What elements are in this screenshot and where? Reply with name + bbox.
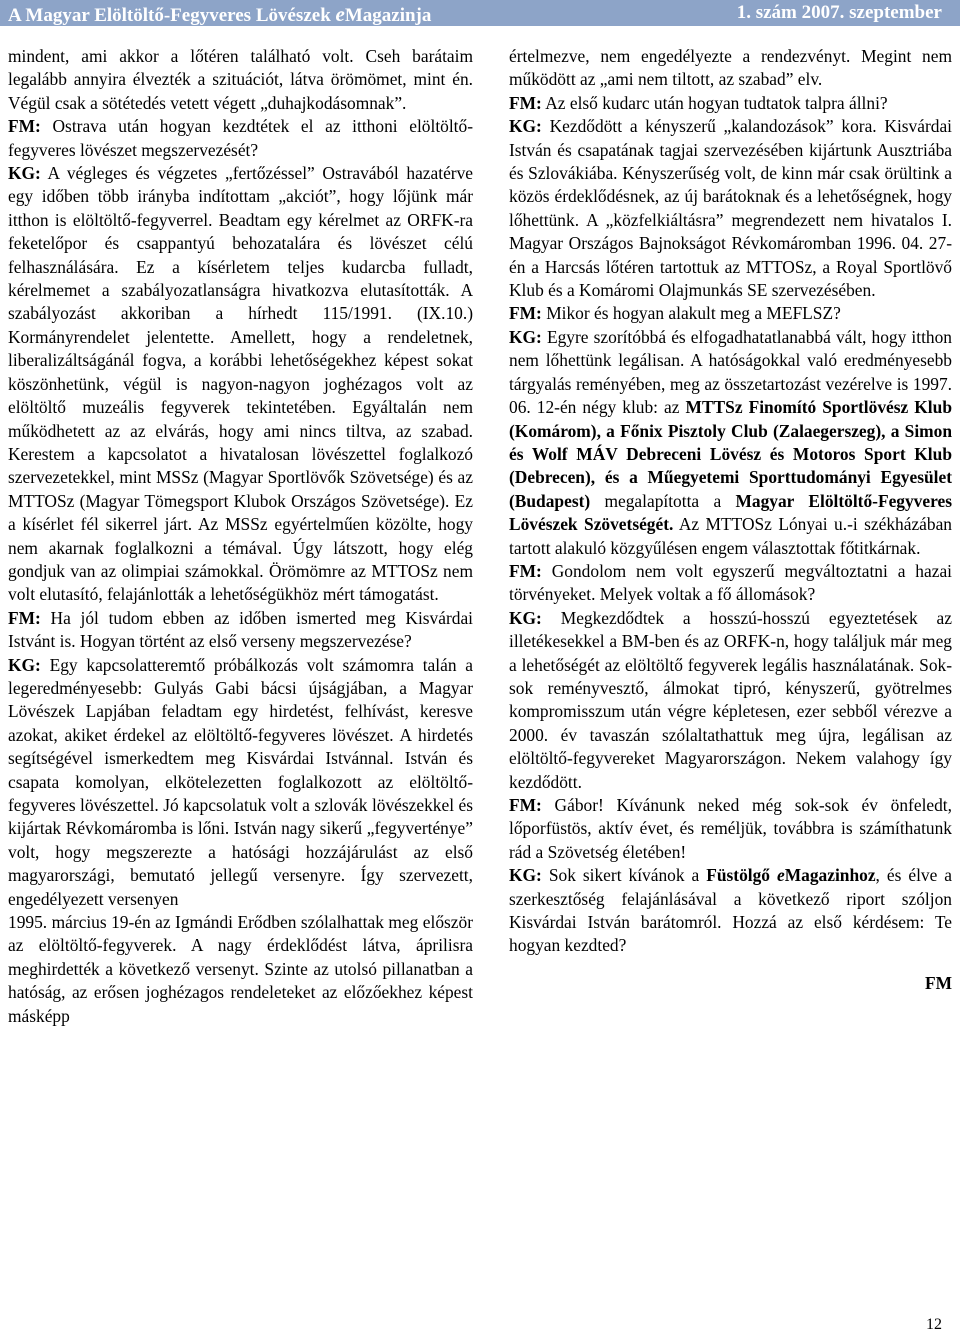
paragraph-text: A végleges és végzetes „fertőzéssel” Ostravából hazatérve egy időben több irányba indítottam „akciót”, hogy lőjünk már itthon is elöltöltő-fegyverrel. Beadtam egy kérelmet az ORFK-ra feketelőpor és csappantyú behozatalára és lövészet célú felhasználására. Ez a kísérletem teljes kudarcba fulladt, kérelmemet a szabályozatlanságra hivatkozva elutasították. A szabályozást akkoriban a hírhedt 115/1991. (IX.10.) Kormányrendelet jelentette. Amellett, hogy a rendeletnek, liberalizáltságánál fogva, a korábbi lehetőségekhez képest sokat köszönhetünk, végül is nagyon-nagyon joghézagos volt az elöltöltő muzeális fegyverek tekintetében. Egyáltalán nem működhetett az az elvárás, hogy ami nincs tiltva, az szabad. Kerestem a kapcsolatot a hivatalosan lövészettel foglalkozó szervezetekkel, mint MSSz (Magyar Sportlövők Szövetsége) és az MTTOSz (Magyar Tömegsport Klubok Országos Szövetsége). Ez a kísérlet fél sikerrel járt. Az MSSz egyértelműen közölte, hogy nem akarnak foglalkozni a témával. Úgy látszott, hogy elég gondjuk van az olimpiai számokkal. Örömömre az MTTOSz nem volt elutasító, felajánlották a lehetőségükhöz mért támogatást. <box>8 163 473 605</box>
paragraph <box>509 560 952 607</box>
paragraph <box>509 607 952 794</box>
paragraph <box>509 45 952 92</box>
left-column <box>8 45 473 1028</box>
paragraph-text: Ha jól tudom ebben az időben ismerted meg Kisvárdai Istvánt is. Hogyan történt az első verseny megszervezése? <box>8 607 473 652</box>
speaker-label: KG: <box>509 326 542 347</box>
paragraph-text: Egy kapcsolatteremtő próbálkozás volt számomra talán a legeredményesebb: Gulyás Gabi bácsi újságjában, a Magyar Lövészek Lapjában feladtam egy hirdetést, felhívást, keresve azokat, akiket érdekel az elöltöltő-fegyveres lövészet. A hirdetés segítségével ismerkedtem meg Kisvárdai Istvánnal. István és csapata komolyan, elkötelezetten foglalkozott az elöltöltő-fegyveres lövészettel. Jó kapcsolatuk volt a szlovák lövészekkel és kijártak Révkomáromba is lőni. István nagy sikerű „fegyverténye” volt, hogy megszerezte a hatósági hozzájárulást az első magyarországi, bemutató jellegű versenyre. Így szervezett, engedélyezett versenyen <box>8 654 473 909</box>
right-column <box>509 45 952 995</box>
title-text: A Magyar Elöltöltő-Fegyveres Lövészek <box>8 5 336 26</box>
speaker-label: KG: <box>509 865 542 886</box>
title-text-suffix: Magazinja <box>344 5 432 26</box>
speaker-label: KG: <box>8 654 41 675</box>
paragraph <box>8 654 473 911</box>
paragraph-text: Az MTTOSz Lónyai u.-i székházában tartott alakuló közgyűlésen engem választottak főtitkárnak. <box>509 514 953 558</box>
magazine-title <box>8 2 431 27</box>
founding-clubs: MTTSz Finomító Sportlövész Klub (Komárom), a Főnix Pisztoly Club (Zalaegerszeg), a Simon és Wolf MÁV Debreceni Lövész és Motoros Sport Klub (Debrecen), és a Műegyetemi Sporttudományi Egyesület (Budapest) <box>509 397 952 511</box>
paragraph <box>509 794 952 864</box>
paragraph <box>8 45 473 115</box>
paragraph-text: mindent, ami akkor a lőtéren található volt. Cseh barátaim legalább annyira élvezték a szituációt, látva örömömet, mint én. Végül csak a sötétedés vetett végett „duhajkodásomnak”. <box>8 46 473 113</box>
paragraph-text: Egyre szorítóbbá és elfogadhatatlanabbá vált, hogy itthon nem lőhettünk legálisan. A hatóságokkal való eredményesebb tárgyalás reményében, meg az összetartozást vezérelve is 1997. 06. 12-én négy klub: az <box>509 326 952 418</box>
paragraph <box>509 864 952 958</box>
paragraph-text: Az első kudarc után hogyan tudtatok talpra állni? <box>541 92 888 113</box>
paragraph-text: Ostrava után hogyan kezdtétek el az itthoni elöltöltő-fegyveres lövészet megszervezését? <box>8 116 473 160</box>
issue-label: 1. szám 2007. szeptember <box>736 2 942 23</box>
speaker-label: FM: <box>509 560 542 581</box>
speaker-label: FM: <box>8 116 41 137</box>
speaker-label: FM: <box>509 92 542 113</box>
paragraph <box>509 92 952 115</box>
speaker-label: KG: <box>509 116 542 137</box>
speaker-label: KG: <box>8 163 41 184</box>
magazine-name <box>706 865 875 885</box>
author-signature: FM <box>924 972 952 993</box>
paragraph-text: megalapította a <box>590 490 736 511</box>
paragraph <box>8 607 473 654</box>
speaker-label: KG: <box>509 607 542 628</box>
paragraph-text: Sok sikert kívánok a <box>541 865 707 886</box>
paragraph-text: Gondolom nem volt egyszerű megváltoztatni a hazai törvényeket. Melyek voltak a fő állomások? <box>509 560 952 605</box>
paragraph-text: 1995. március 19-én az Igmándi Erődben szólalhattak meg először az elöltöltő-fegyverek. A nagy érdeklődést látva, áprilisra meghirdették a következő versenyt. Szinte az utolsó pillanatban a hatóság, az erősen joghézagos rendeleteket az előzőekhez képest másképp <box>8 912 473 1026</box>
association-name: Magyar Elöltöltő-Fegyveres Lövészek Szövetségét. <box>509 490 952 535</box>
speaker-label: FM: <box>8 607 41 628</box>
paragraph <box>509 115 952 302</box>
paragraph <box>509 326 952 560</box>
title-e-letter: e <box>335 2 345 26</box>
paragraph <box>509 302 952 325</box>
paragraph-text: értelmezve, nem engedélyezte a rendezvényt. Megint nem működött az „ami nem tiltott, az szabad” elv. <box>509 46 952 90</box>
magazine-name-post: Magazinhoz <box>784 865 876 886</box>
speaker-label: FM: <box>509 795 542 815</box>
paragraph <box>8 115 473 162</box>
paragraph-text: Gábor! Kívánunk neked még sok-sok év önfeledt, lőporfüstös, aktív évet, és reméljük, továbbra is számíthatunk rád a Szövetség életében! <box>509 795 952 862</box>
magazine-name-pre: Füstölgő <box>706 865 777 886</box>
paragraph <box>8 162 473 607</box>
paragraph-text: , és élve a szerkesztőség felajánlásával a következő riport szóljon Kisvárdai István barátomról. Hozzá az első kérdésem: Te hogyan kezdted? <box>509 865 953 956</box>
speaker-label: FM: <box>509 303 542 324</box>
page-number: 12 <box>926 1316 942 1333</box>
paragraph-text: Mikor és hogyan alakult meg a MEFLSZ? <box>541 303 841 324</box>
magazine-name-e: e <box>777 865 785 886</box>
page-header <box>0 0 960 26</box>
paragraph-text: Megkezdődtek a hosszú-hosszú egyeztetések az illetékesekkel a BM-ben és az ORFK-n, hogy találjuk már meg a lehetőségét az elöltöltő fegyverek legális használatának. Sok-sok reményvesztő, álmokat tipró, kényszerű, gyötrelmes kompromisszum után végre képletesen, ezer sebből vérezve a 2000. év tavaszán szólaltathattuk meg újra, legálisan az elöltöltő-fegyvereket Magyarországon. Nekem valahogy így kezdődött. <box>509 607 952 792</box>
paragraph-text: Kezdődött a kényszerű „kalandozások” kora. Kisvárdai István és csapatának tagjai szervezésében kijártunk Ausztriába és Szlovákiába. Kényszerűség volt, de kinn már csak örültink a közös érdeklődésnek, az új barátoknak és a lehetőségnek, hogy lőhettünk. A „közfelkiáltásra” megrendezett nem hivatalos I. Magyar Országos Bajnokságot Révkomáromban 1996. 04. 27-én a Harcsás lőtéren tartottuk az MTTOSz, a Royal Sportlövő Klub és a Komáromi Olajmunkás SE szervezésében. <box>509 116 952 301</box>
paragraph <box>8 911 473 1028</box>
